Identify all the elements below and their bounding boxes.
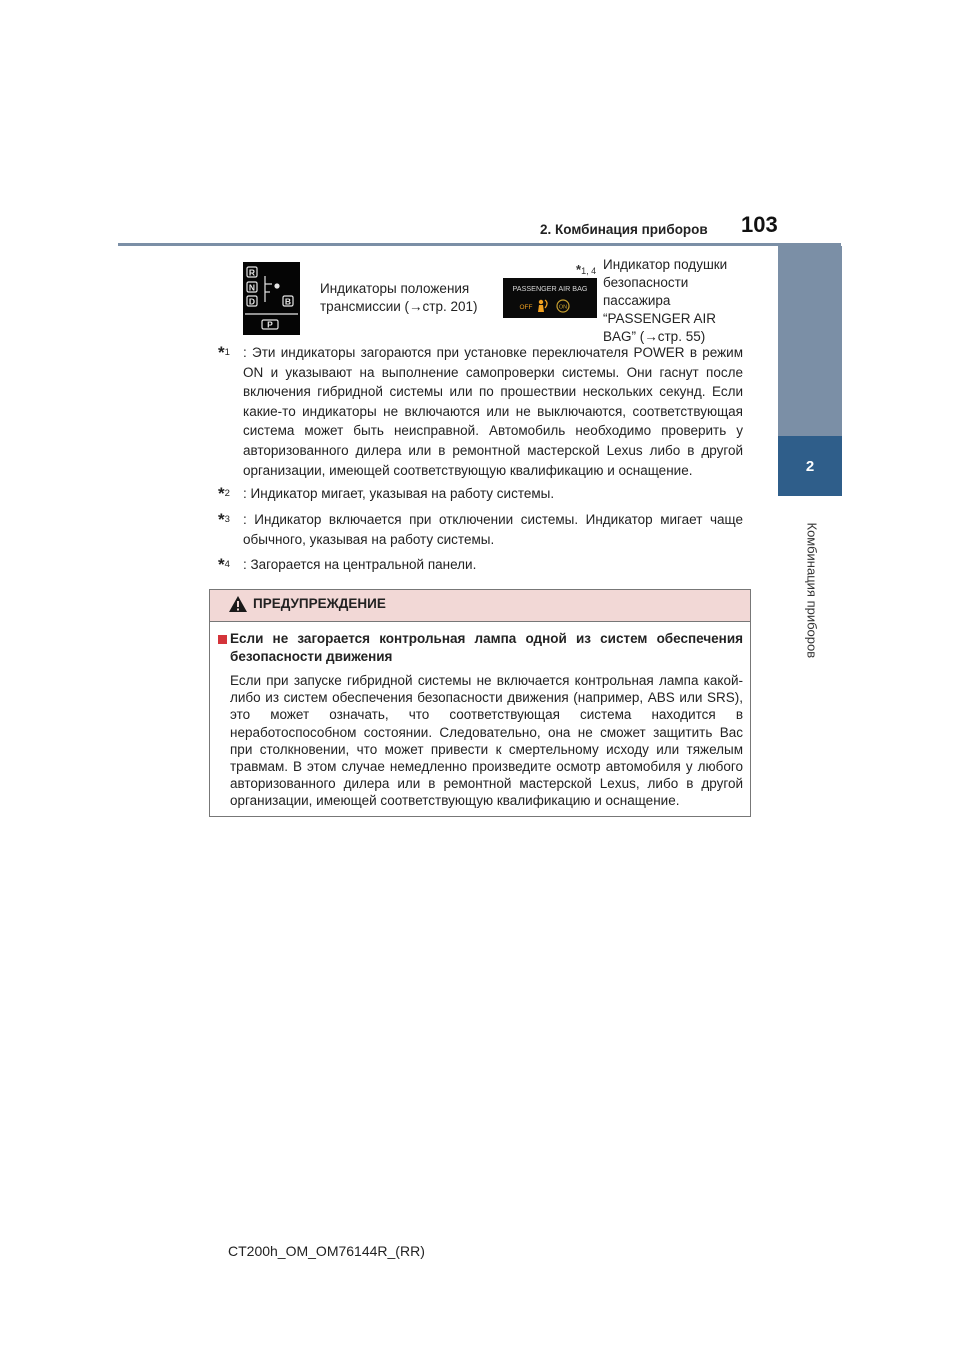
side-bar (778, 246, 842, 436)
airbag-footnote-ref: *1, 4 (576, 262, 597, 277)
transmission-indicator-label: Индикаторы положения трансмиссии (→стр. 201) (320, 281, 478, 314)
airbag-panel-icon (503, 278, 597, 318)
gear-letter: R (248, 267, 256, 278)
page-number: 103 (741, 212, 778, 237)
passenger-airbag-indicator-image (503, 278, 597, 318)
transmission-indicator-image (243, 262, 300, 335)
airbag-off-text: OFF (519, 304, 533, 311)
footnote-text: : Индикатор включается при отключении системы. Индикатор мигает чаще обычного, указывая на работу системы. (243, 512, 743, 547)
warning-body: Если при запуске гибридной системы не включается контрольная лампа какой-либо из систем обеспечения безопасности движения (например, ABS или SRS), это может означать, что соответствующая система находится в неработоспособном состоянии. Следовательно, она не сможет защитить Вас при столкновении, что может привести к смертельному исходу или тяжелым травмам. В этом случае немедленно произведите осмотр автомобиля у любого авторизованного дилера или в ремонтной мастерской Lexus, либо в другой организации, имеющей соответствующую квалификацию и оснащение. (230, 673, 743, 809)
passenger-airbag-indicator-label: Индикатор подушки безопасности пассажира “PASSENGER AIR BAG” (→стр. 55) (603, 257, 728, 344)
footnote-2: *$^2$ : Индикатор мигает, указывая на работу системы. (218, 484, 743, 504)
warning-subtitle: Если не загорается контрольная лампа одной из систем обеспечения безопасности движения (230, 631, 743, 664)
footnote-4: *$^4$ : Загорается на центральной панели. (218, 555, 743, 575)
footnote-text: : Индикатор мигает, указывая на работу системы. (243, 486, 555, 501)
airbag-on-text: ON (558, 304, 568, 311)
gear-letter: P (267, 319, 273, 330)
footnote-text: : Загорается на центральной панели. (243, 557, 477, 572)
footnote-text: : Эти индикаторы загораются при установке переключателя POWER в режим ON и указывают на выполнение самопроверки системы. Они гаснут после включения гибридной системы или по прошествии нескольких секунд. Если какие-то индикаторы не включаются или не выключаются, соответствующая система может быть неисправной. Автомобиль необходимо проверить у авторизованного дилера или в ремонтной мастерской Lexus либо в другой организации, имеющей соответствующую квалификацию и оснащение. (243, 345, 743, 478)
airbag-person-icon (538, 300, 547, 312)
gear-letter: N (248, 282, 256, 293)
document-code: CT200h_OM_OM76144R_(RR) (228, 1243, 425, 1259)
red-square-bullet-icon (218, 635, 227, 644)
footnote-3: *$^3$ : Индикатор включается при отключении системы. Индикатор мигает чаще обычного, указывая на работу системы. (218, 510, 743, 549)
header-rule (118, 243, 841, 246)
chapter-number: 2 (805, 457, 815, 475)
warning-header (210, 590, 750, 622)
warning-triangle-icon (228, 595, 248, 613)
gear-letter: B (284, 296, 292, 307)
chapter-tab (778, 436, 842, 496)
section-title: 2. Комбинация приборов (540, 222, 708, 237)
airbag-panel-text: PASSENGER AIR BAG (512, 284, 588, 293)
footnote-1: *$^1$ : Эти индикаторы загораются при установке переключателя POWER в режим ON и указывают на выполнение самопроверки системы. Они гаснут после включения гибридной системы или по прошествии нескольких секунд. Если какие-то индикаторы не включаются или не выключаются, соответствующая система может быть неисправной. Автомобиль необходимо проверить у авторизованного дилера или в ремонтной мастерской Lexus либо в другой организации, имеющей соответствующую квалификацию и оснащение. (218, 343, 743, 480)
gear-position-icon (243, 262, 300, 335)
warning-box (209, 589, 751, 817)
chapter-vertical-label: Комбинация приборов (804, 522, 820, 659)
gear-letter: D (248, 296, 256, 307)
warning-title: ПРЕДУПРЕЖДЕНИЕ (253, 596, 386, 611)
